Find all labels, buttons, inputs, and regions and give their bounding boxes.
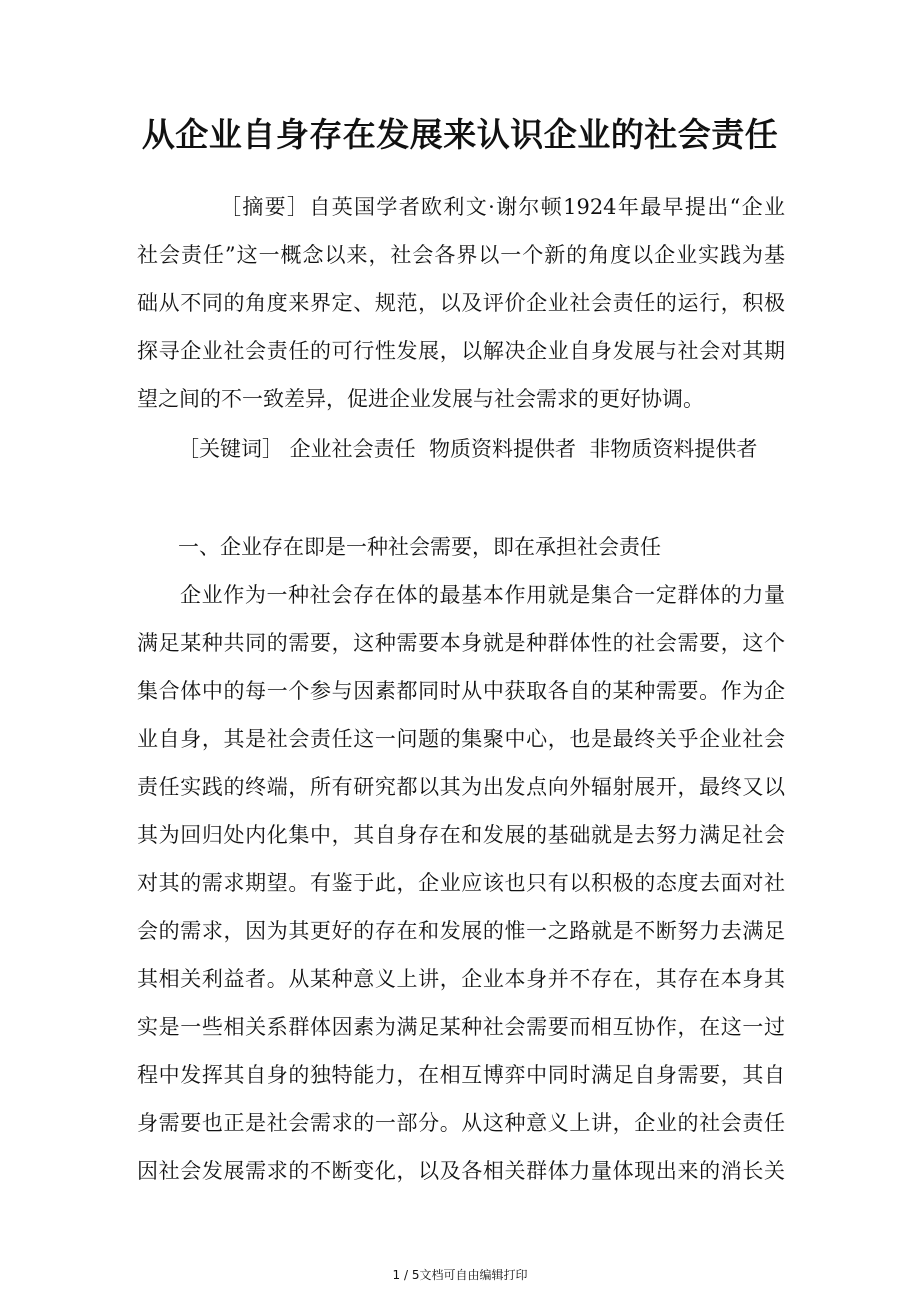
abstract-line: 望之间的不一致差异，促进企业发展与社会需求的更好协调。 bbox=[137, 387, 704, 411]
body-line: 身需要也正是社会需求的一部分。从这种意义上讲，企业的社会责任 bbox=[137, 1111, 785, 1135]
body-line: 会的需求，因为其更好的存在和发展的惟一之路就是不断努力去满足 bbox=[137, 919, 785, 943]
body-line: 其为回归处内化集中，其自身存在和发展的基础就是去努力满足社会 bbox=[137, 823, 785, 847]
abstract-line: 社会责任”这一概念以来，社会各界以一个新的角度以企业实践为基 bbox=[137, 243, 785, 267]
abstract-line: ［摘要］自英国学者欧利文·谢尔顿1924年最早提出“企业 bbox=[220, 195, 785, 219]
abstract-line: 探寻企业社会责任的可行性发展，以解决企业自身发展与社会对其期 bbox=[137, 339, 785, 363]
keywords-line: ［关键词］ 企业社会责任 物质资料提供者 非物质资料提供者 bbox=[178, 437, 758, 461]
body-line: 其相关利益者。从某种意义上讲，企业本身并不存在，其存在本身其 bbox=[137, 967, 785, 991]
body-line: 集合体中的每一个参与因素都同时从中获取各自的某种需要。作为企 bbox=[137, 679, 785, 703]
body-line: 实是一些相关系群体因素为满足某种社会需要而相互协作，在这一过 bbox=[137, 1015, 785, 1039]
body-line: 责任实践的终端，所有研究都以其为出发点向外辐射展开，最终又以 bbox=[137, 775, 785, 799]
body-line: 程中发挥其自身的独特能力，在相互博弈中同时满足自身需要，其自 bbox=[137, 1063, 785, 1087]
body-line: 因社会发展需求的不断变化，以及各相关群体力量体现出来的消长关 bbox=[137, 1159, 785, 1183]
document-title: 从企业自身存在发展来认识企业的社会责任 bbox=[141, 115, 779, 154]
abstract-line: 础从不同的角度来界定、规范，以及评价企业社会责任的运行，积极 bbox=[137, 291, 785, 315]
body-line: 满足某种共同的需要，这种需要本身就是种群体性的社会需要，这个 bbox=[137, 631, 785, 655]
page-footer: 1 / 5文档可自由编辑打印 bbox=[392, 1268, 528, 1282]
section-heading: 一、企业存在即是一种社会需要，即在承担社会责任 bbox=[178, 535, 661, 559]
body-line: 企业作为一种社会存在体的最基本作用就是集合一定群体的力量 bbox=[180, 583, 785, 607]
body-line: 对其的需求期望。有鉴于此，企业应该也只有以积极的态度去面对社 bbox=[137, 871, 785, 895]
body-line: 业自身，其是社会责任这一问题的集聚中心，也是最终关乎企业社会 bbox=[137, 727, 785, 751]
